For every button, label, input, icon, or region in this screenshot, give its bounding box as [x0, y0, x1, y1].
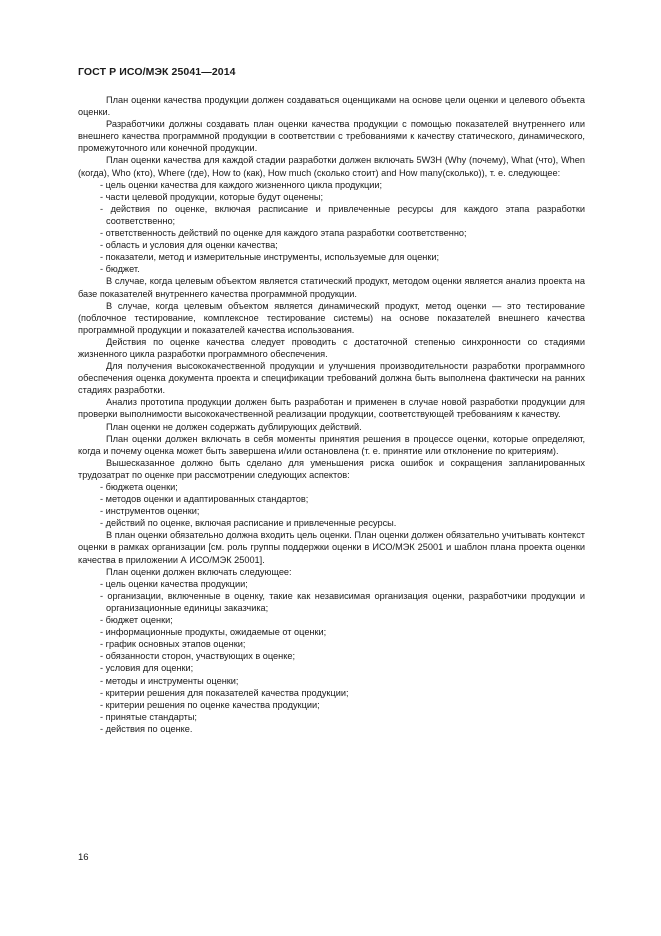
- list-item: - цель оценки качества для каждого жизненного цикла продукции;: [78, 179, 585, 191]
- paragraph: План оценки не должен содержать дублирующих действий.: [106, 421, 362, 432]
- list-item: - цель оценки качества продукции;: [78, 578, 585, 590]
- list-item: - бюджет оценки;: [78, 614, 585, 626]
- paragraph: План оценки должен включать в себя моменты принятия решения в процессе оценки, которые определяют, когда и почему оценка может быть завершена и/или остановлена (т. е. принятие или отклонение по критериям).: [78, 433, 585, 456]
- paragraph: Для получения высококачественной продукции и улучшения производительности разработки программного обеспечения оценка документа проекта и спецификации требований должна быть выполнена фактически на ранних стадиях разработки.: [78, 361, 585, 396]
- paragraph: План оценки должен включать следующее:: [106, 566, 292, 577]
- list-item: - критерии решения для показателей качества продукции;: [78, 687, 585, 699]
- list-item: - показатели, метод и измерительные инструменты, используемые для оценки;: [78, 251, 585, 263]
- list-item: - область и условия для оценки качества;: [78, 239, 585, 251]
- list-item: - бюджета оценки;: [78, 481, 585, 493]
- list-item: - критерии решения по оценке качества продукции;: [78, 699, 585, 711]
- paragraph: В план оценки обязательно должна входить цель оценки. План оценки должен обязательно учитывать контекст оценки в рамках организации [см. роль группы поддержки оценки в ИСО/МЭК 25001 и шаблон плана проекта оценки качества в приложении А ИСО/МЭК 25001].: [78, 530, 585, 565]
- paragraph: План оценки качества продукции должен создаваться оценщиками на основе цели оценки и целевого объекта оценки.: [78, 95, 585, 118]
- list-item: - части целевой продукции, которые будут оценены;: [78, 191, 585, 203]
- list-item: - методы и инструменты оценки;: [78, 675, 585, 687]
- paragraph: Вышесказанное должно быть сделано для уменьшения риска ошибок и сокращения запланированных трудозатрат по оценке при рассмотрении следующих аспектов:: [78, 457, 585, 480]
- paragraph: Действия по оценке качества следует проводить с достаточной степенью синхронности со стадиями жизненного цикла разработки программного обеспечения.: [78, 336, 585, 359]
- list-item: - бюджет.: [78, 263, 585, 275]
- list-item: - методов оценки и адаптированных стандартов;: [78, 493, 585, 505]
- paragraph: Разработчики должны создавать план оценки качества продукции с помощью показателей внутреннего или внешнего качества программной продукции в соответствии с требованиями к качеству статического, динамического, промежуточного или конечной продукции.: [78, 119, 585, 154]
- page-number: 16: [78, 852, 89, 863]
- paragraph: В случае, когда целевым объектом является статический продукт, методом оценки является анализ проекта на базе показателей внутреннего качества программной продукции.: [78, 276, 585, 299]
- list-item: - организации, включенные в оценку, такие как независимая организация оценки, разработчики продукции и организационные единицы заказчика;: [78, 590, 585, 614]
- list-item: - обязанности сторон, участвующих в оценке;: [78, 650, 585, 662]
- list-item: - инструментов оценки;: [78, 505, 585, 517]
- paragraph: В случае, когда целевым объектом является динамический продукт, метод оценки — это тестирование (поблочное тестирование, комплексное тестирование системы) на основе показателей внешнего качества программной продукции и показателей качества использования.: [78, 300, 585, 335]
- list-item: - действий по оценке, включая расписание и привлеченные ресурсы.: [78, 517, 585, 529]
- list-item: - информационные продукты, ожидаемые от оценки;: [78, 626, 585, 638]
- list-item: - действия по оценке.: [78, 723, 585, 735]
- list-item: - ответственность действий по оценке для каждого этапа разработки соответственно;: [78, 227, 585, 239]
- document-header: ГОСТ Р ИСО/МЭК 25041—2014: [78, 66, 236, 78]
- list-item: - действия по оценке, включая расписание и привлеченные ресурсы для каждого этапа разработки соответственно;: [78, 203, 585, 227]
- list-item: - график основных этапов оценки;: [78, 638, 585, 650]
- list-item: - принятые стандарты;: [78, 711, 585, 723]
- paragraph: Анализ прототипа продукции должен быть разработан и применен в случае новой разработки продукции для проверки выполнимости высококачественной реализации продукции, соответствующей требованиям к качеству.: [78, 397, 585, 420]
- list-item: - условия для оценки;: [78, 662, 585, 674]
- document-body: [78, 94, 585, 735]
- paragraph: План оценки качества для каждой стадии разработки должен включать 5W3H (Why (почему), What (что), When (когда), Who (кто), Where (где), How to (как), How much (сколько стоит) and How many(сколько)), т. е. следующее:: [78, 155, 585, 178]
